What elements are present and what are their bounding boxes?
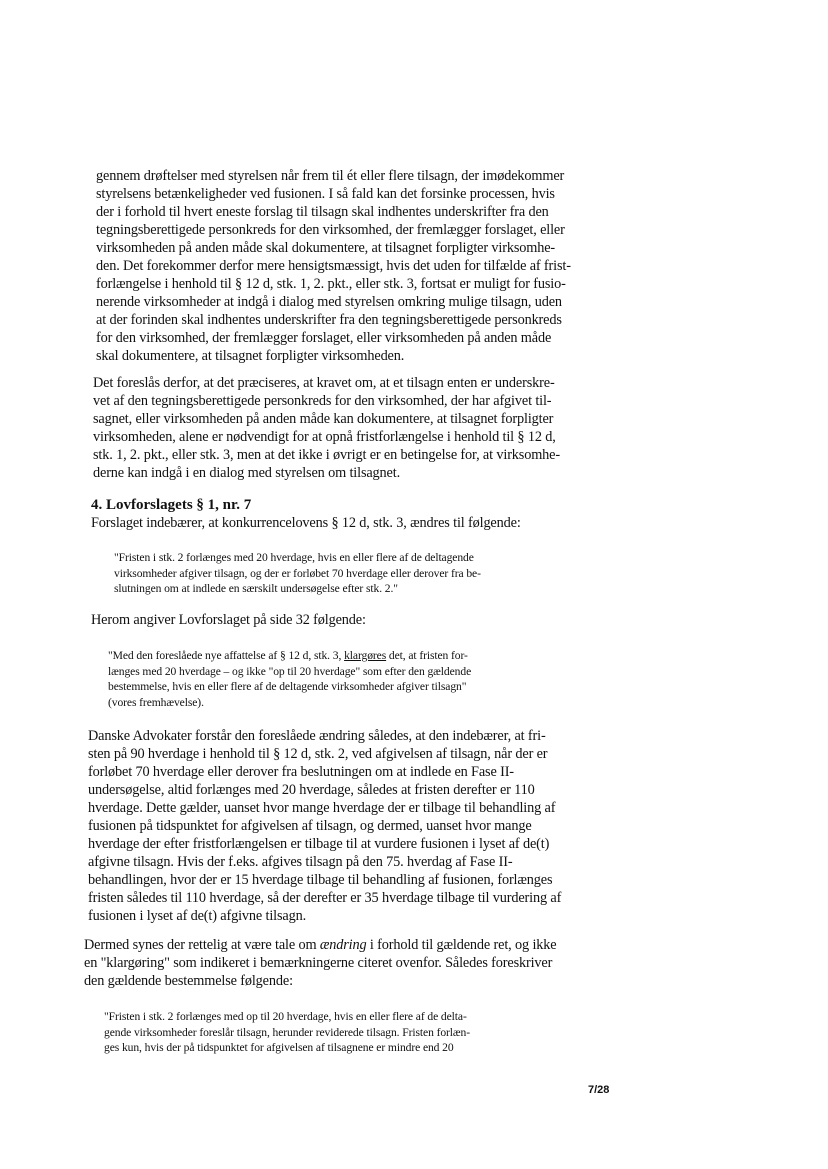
quote-line: "Fristen i stk. 2 forlænges med 20 hverdage, hvis en eller flere af de deltagende [114,551,474,564]
text-line: at der forinden skal indhentes underskrifter fra den tegningsberettigede personkreds [96,312,562,328]
quote-proposed-provision [114,550,554,597]
paragraph-herom: Herom angiver Lovforslaget på side 32 følgende: [91,612,366,628]
paragraph-proposal [93,374,589,482]
text-line: Det foreslås derfor, at det præciseres, at kravet om, at et tilsagn enten er underskre- [93,375,555,391]
text-line: fristen således til 110 hverdage, så der derefter er 35 hverdage tilbage til vurdering af [88,890,562,906]
text-line: hverdage. Dette gælder, uanset hvor mange hverdage der er tilbage til behandling af [88,800,556,816]
text-line: forlængelse i henhold til § 12 d, stk. 1, 2. pkt., eller stk. 3, fortsat er muligt for fusio- [96,276,566,292]
underlined-word: klargøres [344,649,387,662]
quote-line: "Fristen i stk. 2 forlænges med op til 20 hverdage, hvis en eller flere af de delta- [104,1010,467,1023]
text-line: nerende virksomheder at indgå i dialog med styrelsen omkring mulige tilsagn, uden [96,294,562,310]
text-line: fusionen i lyset af de(t) afgivne tilsagn. [88,908,307,924]
text-line: for den virksomhed, der fremlægger forslaget, eller virksomheden på anden måde [96,330,552,346]
emphasized-word: ændring [319,937,367,953]
text-line: sten på 90 hverdage i henhold til § 12 d, stk. 2, ved afgivelsen af tilsagn, når der er [88,746,548,762]
section-heading: 4. Lovforslagets § 1, nr. 7 [91,497,252,513]
text-line: Dermed synes der rettelig at være tale om ændring i forhold til gældende ret, og ikke [84,937,557,953]
text-line: en "klargøring" som indikeret i bemærkningerne citeret ovenfor. Således foreskriver [84,955,553,971]
quote-line: slutningen om at indlede en særskilt undersøgelse efter stk. 2." [114,582,398,595]
quote-line: ges kun, hvis der på tidspunktet for afgivelsen af tilsagnene er mindre end 20 [104,1041,454,1054]
text-line: Danske Advokater forstår den foreslåede ændring således, at den indebærer, at fri- [88,728,546,744]
text-line: styrelsens betænkeligheder ved fusionen. I så fald kan det forsinke processen, hvis [96,186,555,202]
text-line: den. Det forekommer derfor mere hensigtsmæssigt, hvis det uden for tilfælde af frist- [96,258,571,274]
text-line: der i forhold til hvert eneste forslag til tilsagn skal indhentes underskrifter fra den [96,204,549,220]
text-line: skal dokumentere, at tilsagnet forpligter virksomheden. [96,348,405,364]
text-line: forløbet 70 hverdage eller derover fra beslutningen om at indlede en Fase II- [88,764,514,780]
text-line: sagnet, eller virksomheden på anden måde kan dokumentere, at tilsagnet forpligter [93,411,554,427]
quote-line: bestemmelse, hvis en eller flere af de deltagende virksomheder afgiver tilsagn" [108,680,467,693]
quote-line: længes med 20 hverdage – og ikke "op til 20 hverdage" som efter den gældende [108,664,472,678]
quote-line: "Med den foreslåede nye affattelse af § 12 d, stk. 3, klargøres det, at fristen for- [108,649,468,662]
text-line: hverdage der efter fristforlængelsen er tilbage til at vurdere fusionen i lyset af de(t) [88,836,550,852]
paragraph-danske-advokater [88,727,585,925]
text-line: tegningsberettigede personkreds for den virksomhed, der fremlægger forslaget, eller [96,222,565,238]
page-number: 7/28 [588,1084,610,1096]
paragraph-conclusion [84,936,584,990]
text-line: derne kan indgå i en dialog med styrelsen om tilsagnet. [93,465,400,481]
heading-intro: Forslaget indebærer, at konkurrencelovens § 12 d, stk. 3, ændres til følgende: [91,515,521,531]
text-line: vet af den tegningsberettigede personkreds for den virksomhed, der har afgivet til- [93,393,552,409]
text-line: afgivne tilsagn. Hvis der f.eks. afgives tilsagn på den 75. hverdag af Fase II- [88,854,513,870]
quote-current-provision [104,1009,544,1056]
text-line: fusionen på tidspunktet for afgivelsen af tilsagn, og dermed, uanset hvor mange [88,818,532,834]
text-line: den gældende bestemmelse følgende: [84,973,293,989]
quote-line: gende virksomheder foreslår tilsagn, herunder reviderede tilsagn. Fristen forlæn- [104,1025,471,1039]
text-line: behandlingen, hvor der er 15 hverdage tilbage til behandling af fusionen, forlænges [88,872,553,888]
paragraph-commitments-dialog [96,167,592,365]
text-line: stk. 1, 2. pkt., eller stk. 3, men at det ikke i øvrigt er en betingelse for, at virksomhe- [93,447,560,463]
text-line: virksomheden på anden måde skal dokumentere, at tilsagnet forpligter virksomhe- [96,240,556,256]
quote-line: virksomheder afgiver tilsagn, og der er forløbet 70 hverdage eller derover fra be- [114,566,481,580]
quote-bill-remarks [108,648,548,710]
text-line: undersøgelse, altid forlænges med 20 hverdage, således at fristen derefter er 110 [88,782,535,798]
text-line: gennem drøftelser med styrelsen når frem til ét eller flere tilsagn, der imødekommer [96,168,565,184]
text-line: virksomheden, alene er nødvendigt for at opnå fristforlængelse i henhold til § 12 d, [93,429,556,445]
quote-line: (vores fremhævelse). [108,695,204,709]
